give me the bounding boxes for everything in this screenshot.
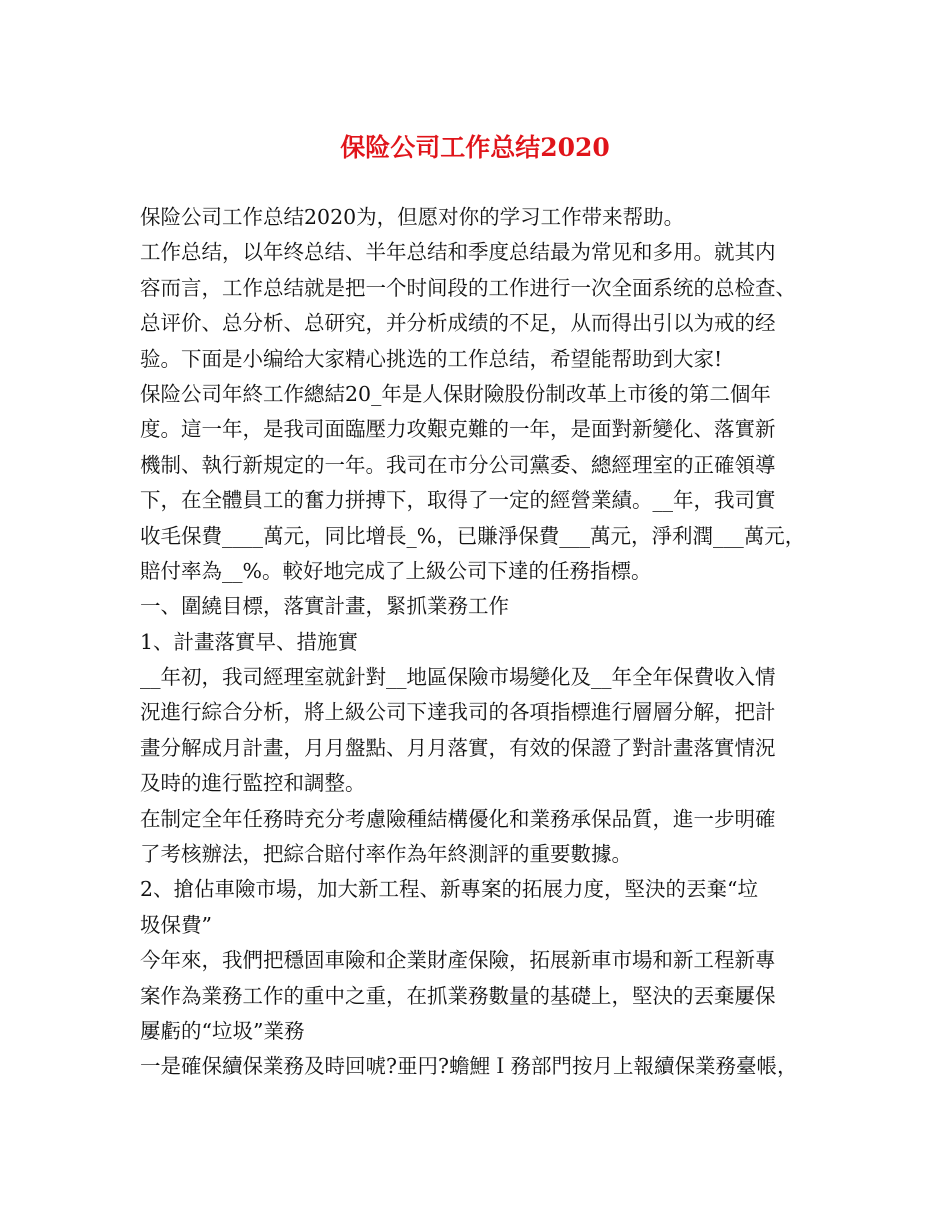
text-line: 在制定全年任務時充分考慮險種結構優化和業務承保品質，進一步明確 — [140, 806, 776, 831]
text-line: 工作总结，以年终总结、半年总结和季度总结最为常见和多用。就其内 — [140, 240, 776, 265]
subsection-heading: 圾保費” — [140, 912, 212, 937]
text-line: 收毛保費____萬元，同比增長_%，已賺淨保費___萬元，淨利潤___萬元， — [140, 523, 806, 548]
text-line: 保险公司年終工作總結20_年是人保財險股份制改革上市後的第二個年 — [140, 381, 771, 406]
text-line: 容而言，工作总结就是把一个时间段的工作进行一次全面系统的总检查、 — [140, 275, 796, 300]
text-line: 了考核辦法，把綜合賠付率作為年終測評的重要數據。 — [140, 842, 632, 867]
text-line: 案作為業務工作的重中之重，在抓業務數量的基礎上，堅決的丟棄屢保 — [140, 983, 776, 1008]
text-line: 验。下面是小编给大家精心挑选的工作总结，希望能帮助到大家! — [140, 346, 723, 371]
text-line: 及時的進行監控和調整。 — [140, 771, 366, 796]
subsection-heading: 1、計畫落實早、措施實 — [140, 629, 359, 654]
text-line: 屢虧的“垃圾”業務 — [140, 1018, 305, 1043]
text-line: 度。這一年，是我司面臨壓力攻艱克難的一年，是面對新變化、落實新 — [140, 417, 776, 442]
text-line: 下，在全體員工的奮力拼搏下，取得了一定的經營業績。__年，我司實 — [140, 488, 776, 513]
subsection-heading: 2、搶佔車險市場，加大新工程、新專案的拓展力度，堅決的丟棄“垃 — [140, 877, 759, 902]
document-body — [140, 200, 812, 1085]
text-line: 总评价、总分析、总研究，并分析成绩的不足，从而得出引以为戒的经 — [140, 311, 776, 336]
section-heading: 一、圍繞目標，落實計畫，緊抓業務工作 — [140, 594, 509, 619]
text-line: 今年來，我們把穩固車險和企業財產保險，拓展新車市場和新工程新專 — [140, 948, 776, 973]
text-line: 況進行綜合分析，將上級公司下達我司的各項指標進行層層分解，把計 — [140, 700, 776, 725]
text-line: 一是確保續保業務及時回唬?亜円?蟾鯉Ｉ務部門按月上報續保業務臺帳， — [140, 1054, 798, 1079]
text-line: 機制、執行新規定的一年。我司在市分公司黨委、總經理室的正確領導 — [140, 452, 776, 477]
text-line: 賠付率為__%。較好地完成了上級公司下達的任務指標。 — [140, 558, 652, 583]
text-line: 保险公司工作总结2020为，但愿对你的学习工作带来帮助。 — [140, 205, 685, 229]
document-title: 保险公司工作总结2020 — [340, 133, 610, 162]
text-line: 畫分解成月計畫，月月盤點、月月落實，有效的保證了對計畫落實情況 — [140, 735, 776, 760]
text-line: __年初，我司經理室就針對__地區保險市場變化及__年全年保費收入情 — [140, 665, 776, 690]
